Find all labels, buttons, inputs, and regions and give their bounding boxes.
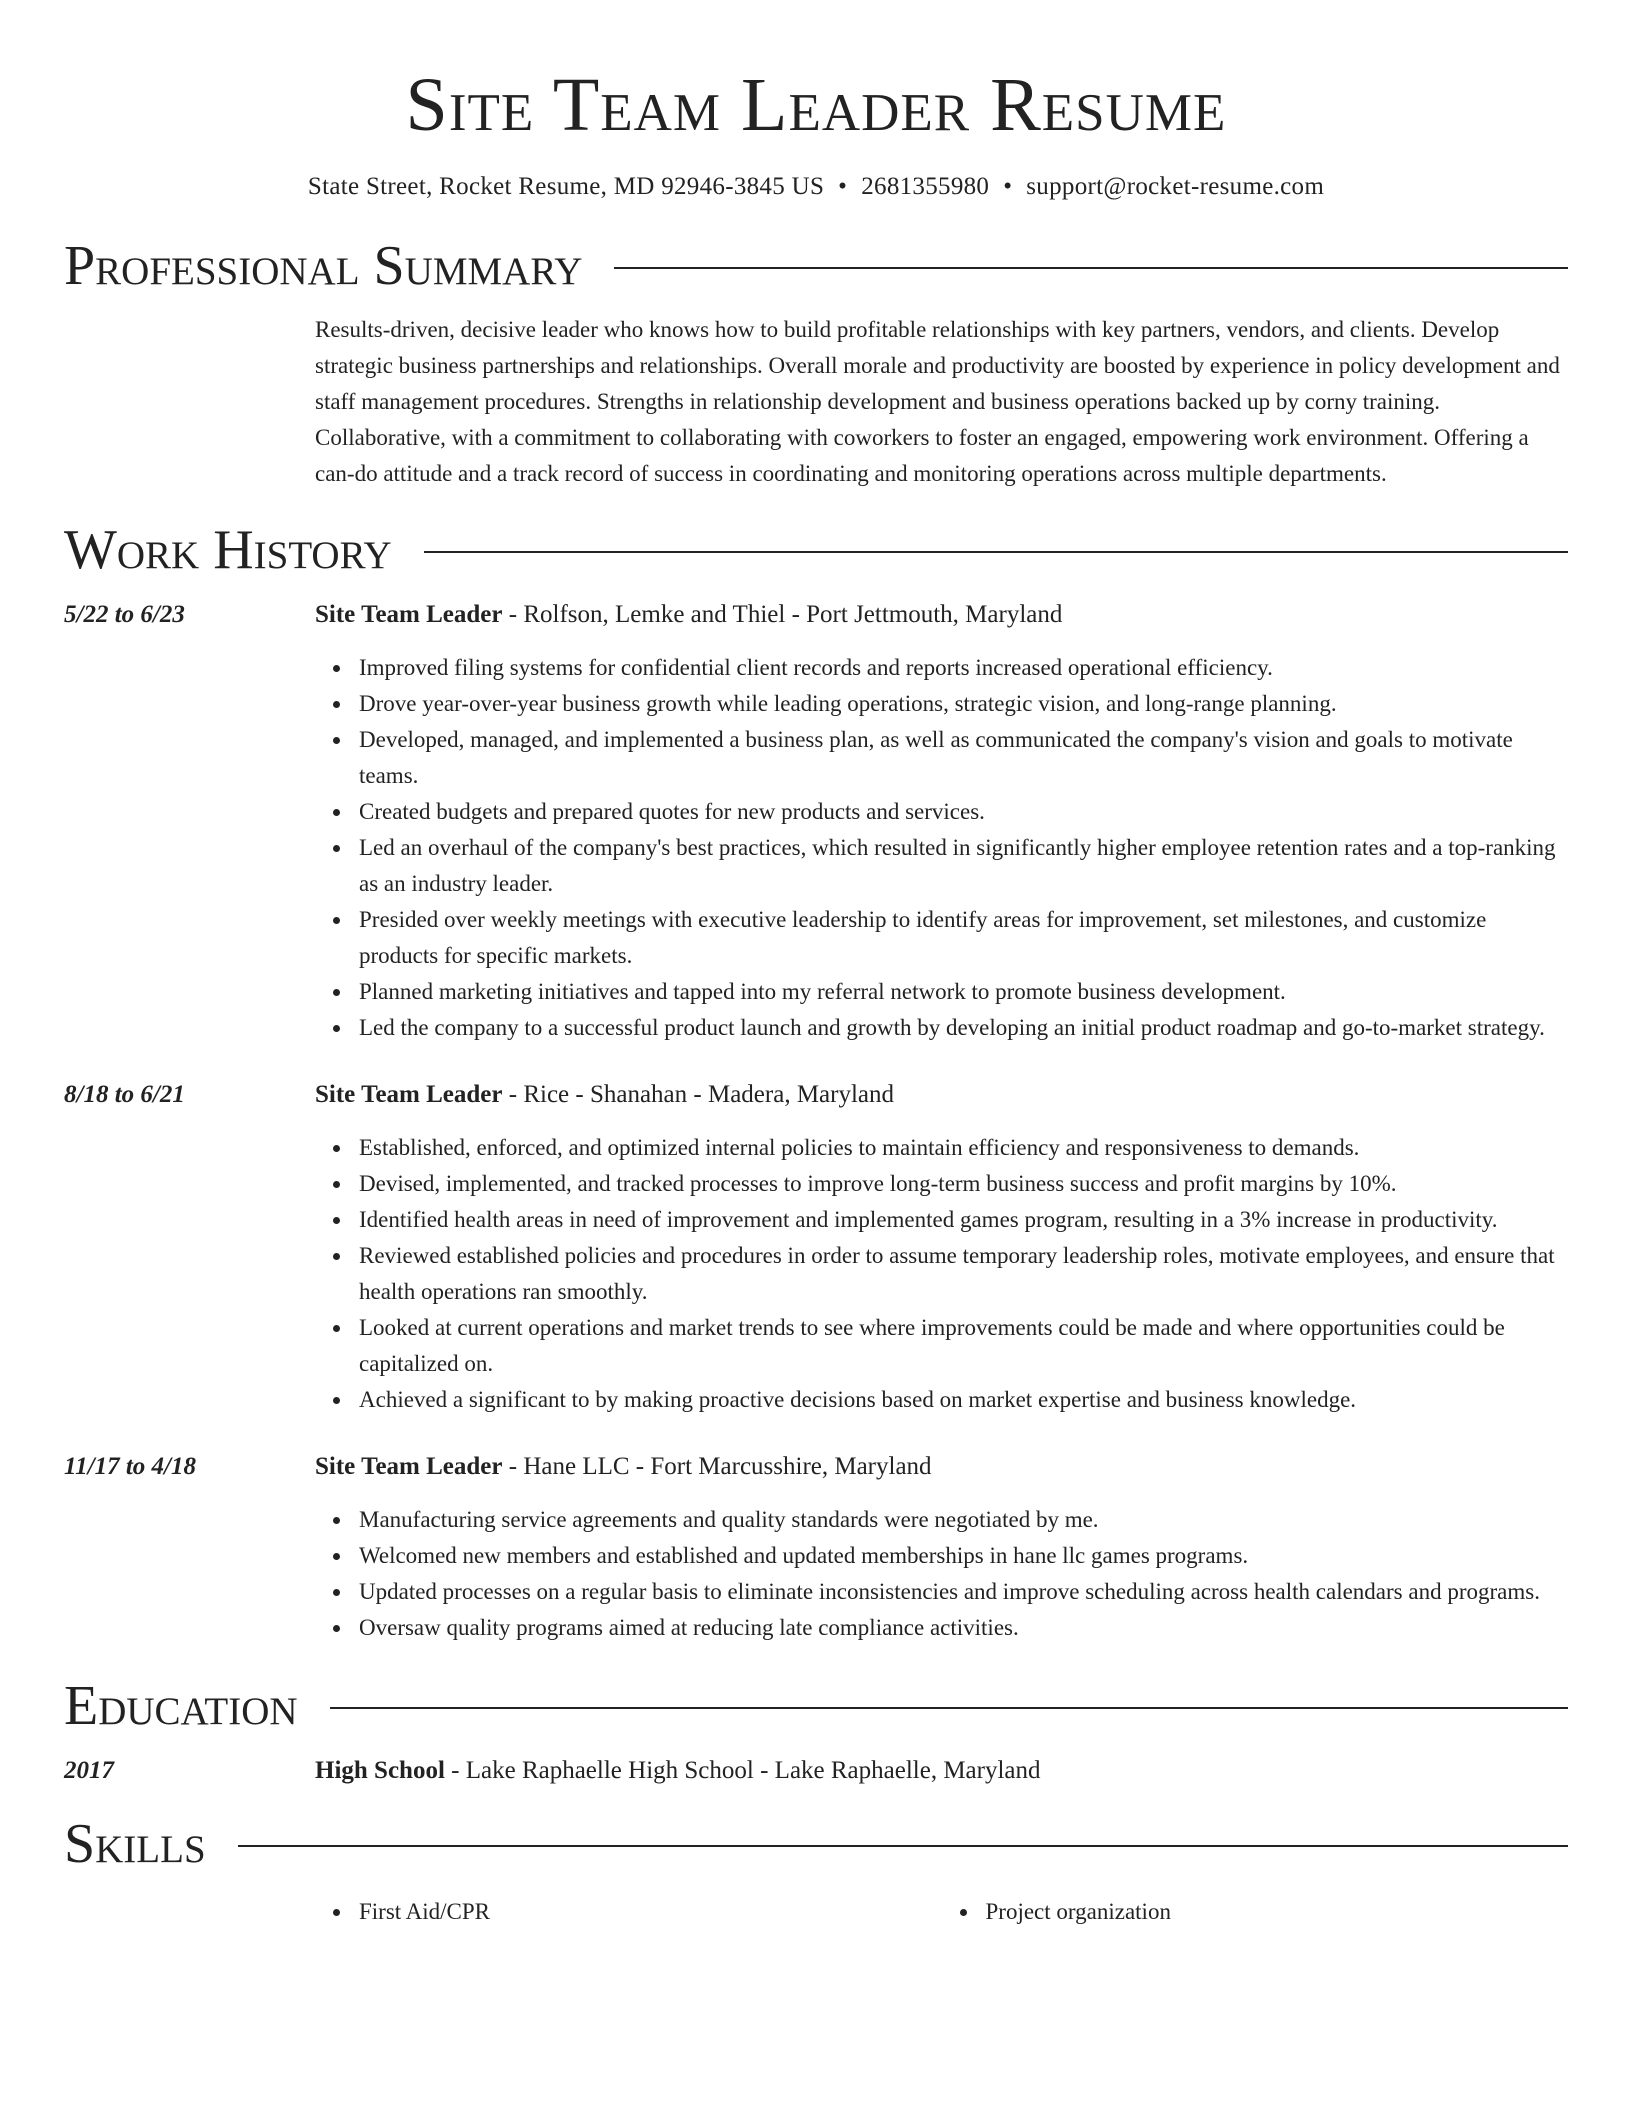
education-degree: High School [315, 1757, 445, 1784]
job-bullets [315, 1502, 1568, 1646]
list-item: Presided over weekly meetings with executive leadership to identify areas for improvement, set milestones, and customize products for specific markets. [359, 902, 1568, 974]
education-heading [64, 1676, 1568, 1736]
skills-heading [64, 1814, 1568, 1874]
list-item: Identified health areas in need of improvement and implemented games program, resulting in a 3% increase in productivity. [359, 1202, 1568, 1238]
education-heading-text: Education [64, 1675, 298, 1737]
section-divider [330, 1707, 1568, 1709]
job-title-line [315, 1078, 1568, 1112]
list-item: Project organization [986, 1894, 1569, 1930]
job-entry [64, 1450, 1568, 1646]
job-title-line [315, 598, 1568, 632]
list-item: Developed, managed, and implemented a business plan, as well as communicated the company's vision and goals to motivate teams. [359, 722, 1568, 794]
list-item: Led the company to a successful product launch and growth by developing an initial product roadmap and go-to-market strategy. [359, 1010, 1568, 1046]
education-entry [64, 1754, 1568, 1788]
contact-address: State Street, Rocket Resume, MD 92946-3845 US [307, 173, 825, 200]
job-title-line [315, 1450, 1568, 1484]
contact-line [64, 170, 1568, 204]
job-dates: 8/18 to 6/21 [64, 1081, 185, 1108]
job-dates: 11/17 to 4/18 [64, 1453, 196, 1480]
contact-phone: 2681355980 [861, 173, 990, 200]
section-divider [614, 267, 1568, 269]
list-item: Welcomed new members and established and updated memberships in hane llc games programs. [359, 1538, 1568, 1574]
list-item: Established, enforced, and optimized internal policies to maintain efficiency and responsiveness to demands. [359, 1130, 1568, 1166]
summary-heading [64, 236, 1568, 296]
job-entry [64, 598, 1568, 1046]
list-item: Created budgets and prepared quotes for new products and services. [359, 794, 1568, 830]
resume-title: Site Team Leader Resume [405, 63, 1227, 147]
education-year: 2017 [64, 1757, 114, 1784]
list-item: First Aid/CPR [359, 1894, 942, 1930]
job-details: - Hane LLC - Fort Marcusshire, Maryland [502, 1453, 932, 1480]
list-item: Achieved a significant to by making proactive decisions based on market expertise and business knowledge. [359, 1382, 1568, 1418]
list-item: Devised, implemented, and tracked processes to improve long-term business success and profit margins by 10%. [359, 1166, 1568, 1202]
job-details: - Rolfson, Lemke and Thiel - Port Jettmouth, Maryland [502, 601, 1063, 628]
work-heading [64, 520, 1568, 580]
list-item: Oversaw quality programs aimed at reducing late compliance activities. [359, 1610, 1568, 1646]
job-details: - Rice - Shanahan - Madera, Maryland [502, 1081, 895, 1108]
job-body [315, 1078, 1568, 1418]
job-dates: 5/22 to 6/23 [64, 601, 185, 628]
skills-spacer [64, 1894, 315, 1930]
list-item: Led an overhaul of the company's best practices, which resulted in significantly higher employee retention rates and a top-ranking as an industry leader. [359, 830, 1568, 902]
job-role: Site Team Leader [315, 1453, 503, 1480]
job-role: Site Team Leader [315, 1081, 503, 1108]
contact-separator: • [838, 173, 848, 200]
job-role: Site Team Leader [315, 601, 503, 628]
summary-row [64, 312, 1568, 492]
list-item: Planned marketing initiatives and tapped into my referral network to promote business development. [359, 974, 1568, 1010]
list-item: Manufacturing service agreements and quality standards were negotiated by me. [359, 1502, 1568, 1538]
job-body [315, 1450, 1568, 1646]
contact-email: support@rocket-resume.com [1026, 173, 1325, 200]
list-item: Looked at current operations and market trends to see where improvements could be made and where opportunities could be capitalized on. [359, 1310, 1568, 1382]
summary-heading-text: Professional Summary [64, 235, 583, 297]
summary-text: Results-driven, decisive leader who knows how to build profitable relationships with key partners, vendors, and clients. Develop strategic business partnerships and relationships. Overall morale and productivity are boosted by experience in policy development and staff management procedures. Strengths in relationship development and business operations backed up by corny training. Collaborative, with a commitment to collaborating with coworkers to foster an engaged, empowering work environment. Offering a can-do attitude and a track record of success in coordinating and monitoring operations across multiple departments. [315, 317, 1560, 486]
work-heading-text: Work History [64, 519, 392, 581]
education-line [315, 1754, 1568, 1788]
list-item: Drove year-over-year business growth while leading operations, strategic vision, and long-range planning. [359, 686, 1568, 722]
job-bullets [315, 650, 1568, 1046]
list-item: Improved filing systems for confidential client records and reports increased operational efficiency. [359, 650, 1568, 686]
job-bullets [315, 1130, 1568, 1418]
job-entry [64, 1078, 1568, 1418]
skills-list-right [942, 1894, 1569, 1930]
summary-spacer [64, 312, 315, 492]
skills-row [64, 1894, 1568, 1930]
resume-page [64, 0, 1568, 1930]
list-item: Updated processes on a regular basis to eliminate inconsistencies and improve scheduling across health calendars and programs. [359, 1574, 1568, 1610]
job-body [315, 598, 1568, 1046]
skills-list-left [315, 1894, 942, 1930]
section-divider [238, 1845, 1568, 1847]
skills-grid [315, 1894, 1568, 1930]
section-divider [424, 551, 1568, 553]
education-details: - Lake Raphaelle High School - Lake Raphaelle, Maryland [444, 1757, 1041, 1784]
list-item: Reviewed established policies and procedures in order to assume temporary leadership roles, motivate employees, and ensure that health operations ran smoothly. [359, 1238, 1568, 1310]
education-body [315, 1754, 1568, 1788]
contact-separator: • [1003, 173, 1013, 200]
skills-heading-text: Skills [64, 1813, 206, 1875]
